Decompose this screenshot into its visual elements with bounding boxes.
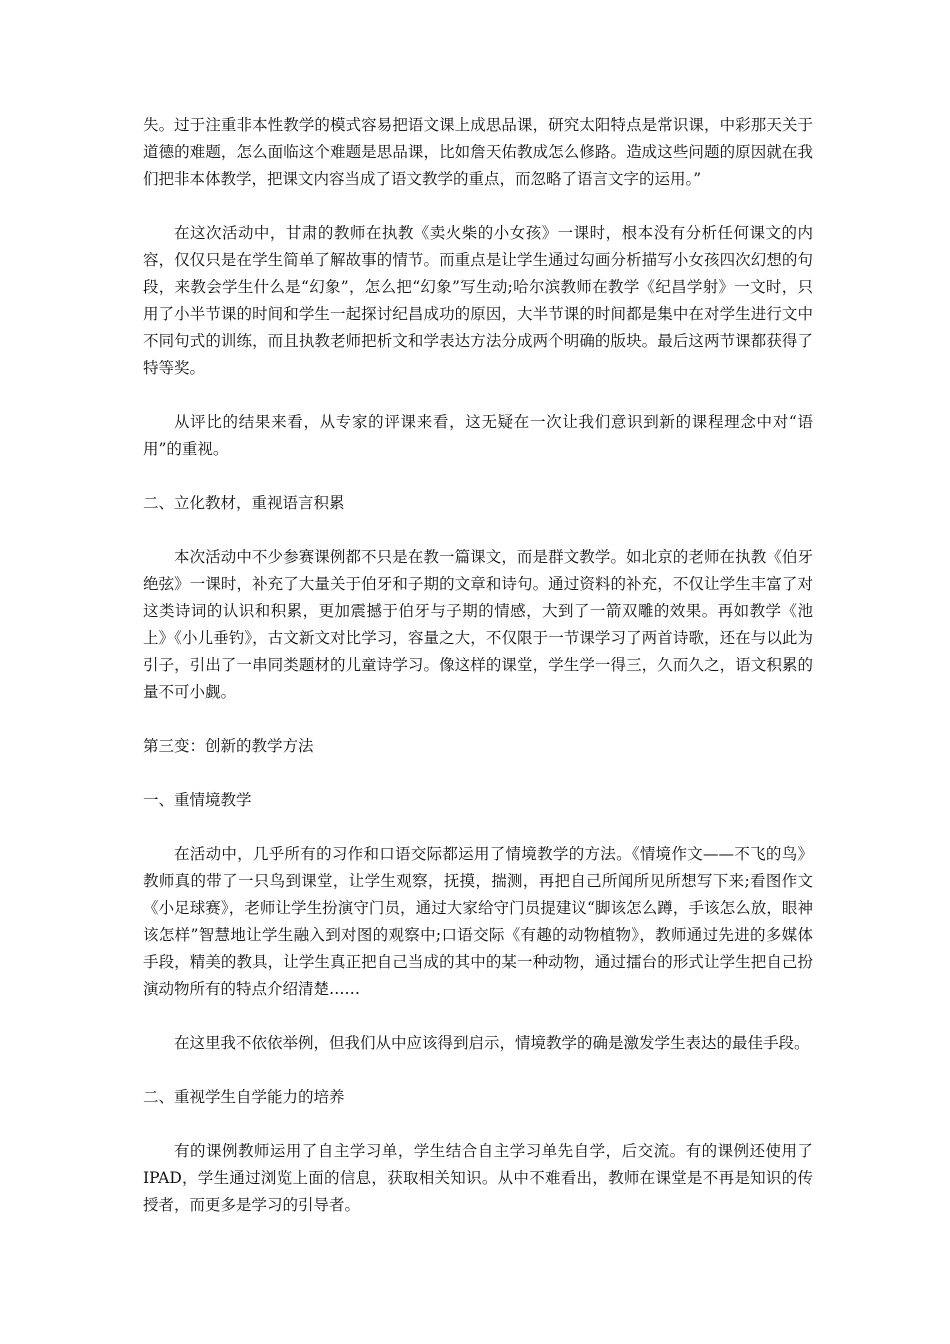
section-heading-situational: 一、重情境教学 xyxy=(143,791,252,809)
section-heading-third-change: 第三变：创新的教学方法 xyxy=(143,737,314,755)
paragraph-self-study: 有的课例教师运用了自主学习单，学生结合自主学习单先自学，后交流。有的课例还使用了IPAD，学生通过浏览上面的信息，获取相关知识。从中不难看出，教师在课堂是不再是知识的传授者，而更多是学习的引导者。 xyxy=(143,1142,813,1214)
document-page xyxy=(143,112,813,1219)
paragraph-continuation: 失。过于注重非本性教学的模式容易把语文课上成思品课，研究太阳特点是常识课，中彩那天关于道德的难题，怎么面临这个难题是思品课，比如詹天佑教成怎么修路。造成这些问题的原因就在我们把非本体教学，把课文内容当成了语文教学的重点，而忽略了语言文字的运用。” xyxy=(143,116,813,188)
paragraph-activity-examples: 在这次活动中，甘肃的教师在执教《卖火柴的小女孩》一课时，根本没有分析任何课文的内容，仅仅只是在学生简单了解故事的情节。而重点是让学生通过勾画分析描写小女孩四次幻想的句段，来教会学生什么是“幻象”，怎么把“幻象”写生动;哈尔滨教师在教学《纪昌学射》一文时，只用了小半节课的时间和学生一起探讨纪昌成功的原因，大半节课的时间都是集中在对学生进行文中不同句式的训练，而且执教老师把析文和学表达方法分成两个明确的版块。最后这两节课都获得了特等奖。 xyxy=(143,224,813,377)
paragraph-situational-teaching: 在活动中，几乎所有的习作和口语交际都运用了情境教学的方法。《情境作文——不飞的鸟》教师真的带了一只鸟到课堂，让学生观察，抚摸，揣测，再把自己所闻所见所想写下来;看图作文《小足球赛》，老师让学生扮演守门员，通过大家给守门员提建议“脚该怎么蹲，手该怎么放，眼神该怎样”智慧地让学生融入到对图的观察中;口语交际《有趣的动物植物》，教师通过先进的多媒体手段，精美的教具，让学生真正把自己当成的其中的某一种动物，通过擂台的形式让学生把自己扮演动物所有的特点介绍清楚…… xyxy=(143,845,813,998)
paragraph-enlightenment: 在这里我不依依举例，但我们从中应该得到启示，情境教学的确是激发学生表达的最佳手段。 xyxy=(174,1034,810,1052)
paragraph-group-reading: 本次活动中不少参赛课例都不只是在教一篇课文，而是群文教学。如北京的老师在执教《伯牙绝弦》一课时，补充了大量关于伯牙和子期的文章和诗句。通过资料的补充，不仅让学生丰富了对这类诗词的认识和积累，更加震撼于伯牙与子期的情感，大到了一箭双雕的效果。再如教学《池上》《小儿垂钓》，古文新文对比学习，容量之大，不仅限于一节课学习了两首诗歌，还在与以此为引子，引出了一串同类题材的儿童诗学习。像这样的课堂，学生学一得三，久而久之，语文积累的量不可小觑。 xyxy=(143,548,813,701)
section-heading-textbook: 二、立化教材，重视语言积累 xyxy=(143,494,345,512)
paragraph-evaluation: 从评比的结果来看，从专家的评课来看，这无疑在一次让我们意识到新的课程理念中对“语用”的重视。 xyxy=(143,413,813,458)
section-heading-self-study: 二、重视学生自学能力的培养 xyxy=(143,1088,345,1106)
